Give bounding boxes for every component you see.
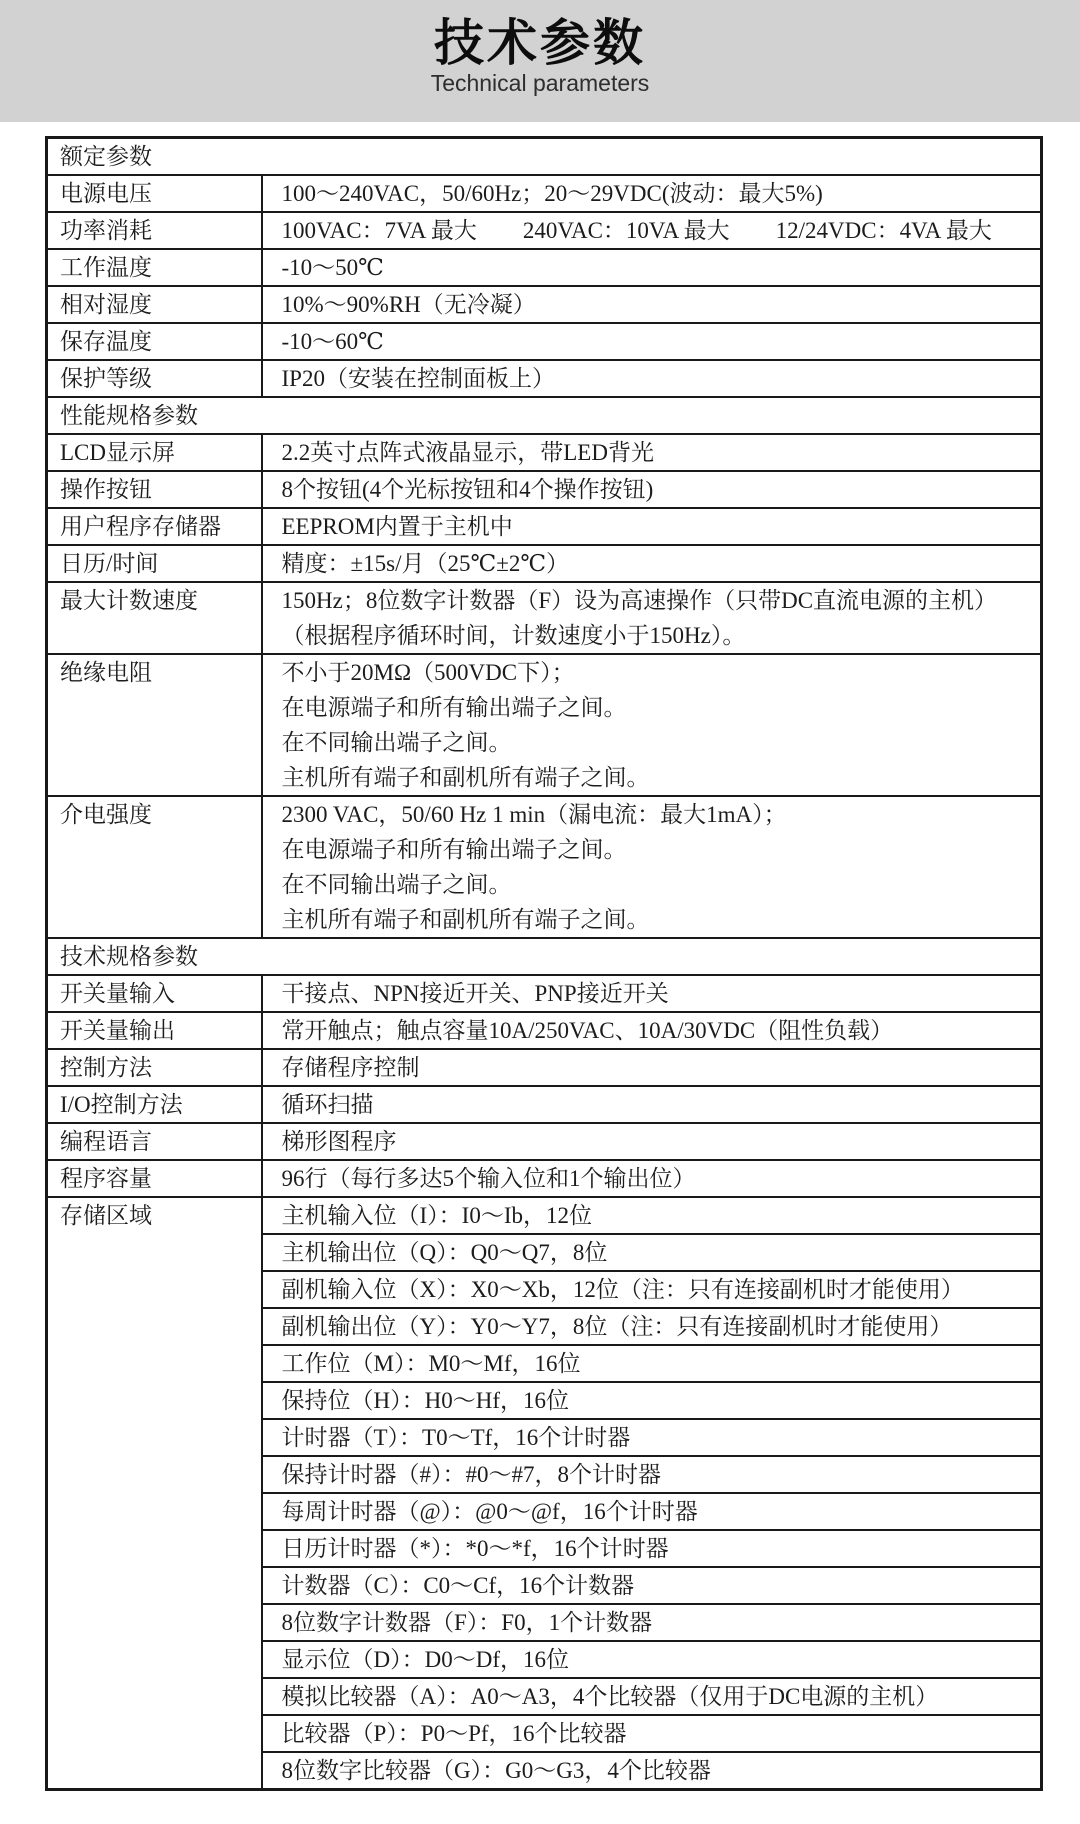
- value-line: 主机所有端子和副机所有端子之间。: [281, 907, 650, 932]
- table-row: [47, 471, 1042, 508]
- subrow-value: 模拟比较器（A）：A0～A3，4个比较器（仅用于DC电源的主机）: [262, 1678, 1042, 1715]
- subrow-value: 每周计时器（@）：@0～@f，16个计时器: [262, 1493, 1042, 1530]
- table-row: [47, 545, 1042, 582]
- group-label: 存储区域: [47, 1197, 262, 1790]
- section-header-label: 额定参数: [47, 138, 1042, 176]
- row-value: [262, 1086, 1042, 1123]
- row-label: 编程语言: [47, 1123, 262, 1160]
- row-value: [262, 975, 1042, 1012]
- value-line: 循环扫描: [281, 1092, 374, 1117]
- row-value: [262, 654, 1042, 796]
- value-line: 100VAC：7VA 最大 240VAC：10VA 最大 12/24VDC：4VA 最大: [281, 218, 992, 243]
- row-label: 最大计数速度: [47, 582, 262, 654]
- row-value: [262, 323, 1042, 360]
- table-row: [47, 1160, 1042, 1197]
- value-line: 100～240VAC，50/60Hz；20～29VDC(波动：最大5%): [281, 181, 823, 206]
- section-header-row: [47, 138, 1042, 176]
- value-line: 96行（每行多达5个输入位和1个输出位）: [281, 1166, 696, 1191]
- row-value: [262, 1012, 1042, 1049]
- value-line: 干接点、NPN接近开关、PNP接近开关: [281, 981, 669, 1006]
- row-value: [262, 434, 1042, 471]
- table-row: [47, 434, 1042, 471]
- row-value: [262, 360, 1042, 397]
- value-line: -10～50℃: [281, 255, 384, 280]
- row-value: [262, 796, 1042, 938]
- row-label: 相对湿度: [47, 286, 262, 323]
- section-header-row: [47, 938, 1042, 975]
- section-header-row: [47, 397, 1042, 434]
- row-value: [262, 249, 1042, 286]
- row-label: 程序容量: [47, 1160, 262, 1197]
- table-row: [47, 360, 1042, 397]
- row-label: 功率消耗: [47, 212, 262, 249]
- value-line: IP20（安装在控制面板上）: [281, 366, 555, 391]
- row-label: 用户程序存储器: [47, 508, 262, 545]
- table-row: [47, 582, 1042, 654]
- section-header-label: 技术规格参数: [47, 938, 1042, 975]
- value-line: 不小于20MΩ（500VDC下）；: [281, 660, 575, 685]
- subrow-value: 副机输出位（Y）：Y0～Y7，8位（注：只有连接副机时才能使用）: [262, 1308, 1042, 1345]
- table-row: [47, 796, 1042, 938]
- table-row: [47, 975, 1042, 1012]
- group-subrow: [47, 1197, 1042, 1234]
- row-value: [262, 286, 1042, 323]
- table-row: [47, 212, 1042, 249]
- value-line: 在电源端子和所有输出端子之间。: [281, 695, 627, 720]
- value-line: 在电源端子和所有输出端子之间。: [281, 837, 627, 862]
- parameters-table: [45, 136, 1043, 1791]
- value-line: 2300 VAC，50/60 Hz 1 min（漏电流：最大1mA）；: [281, 802, 787, 827]
- table-row: [47, 175, 1042, 212]
- page-subtitle: Technical parameters: [430, 70, 650, 96]
- row-value: [262, 508, 1042, 545]
- value-line: 精度：±15s/月（25℃±2℃）: [281, 551, 570, 576]
- row-label: 开关量输入: [47, 975, 262, 1012]
- value-line: 在不同输出端子之间。: [281, 730, 512, 755]
- subrow-value: 保持位（H）：H0～Hf，16位: [262, 1382, 1042, 1419]
- row-value: [262, 1123, 1042, 1160]
- table-row: [47, 1123, 1042, 1160]
- row-label: 开关量输出: [47, 1012, 262, 1049]
- table-row: [47, 654, 1042, 796]
- row-value: [262, 1049, 1042, 1086]
- row-label: 控制方法: [47, 1049, 262, 1086]
- page-title: 技术参数: [434, 15, 646, 71]
- value-line: 10%～90%RH（无冷凝）: [281, 292, 536, 317]
- row-value: [262, 175, 1042, 212]
- subrow-value: 计时器（T）：T0～Tf，16个计时器: [262, 1419, 1042, 1456]
- row-label: 工作温度: [47, 249, 262, 286]
- row-label: 保存温度: [47, 323, 262, 360]
- row-label: 绝缘电阻: [47, 654, 262, 796]
- row-value: [262, 582, 1042, 654]
- value-line: 150Hz；8位数字计数器（F）设为高速操作（只带DC直流电源的主机）: [281, 588, 998, 613]
- row-label: 电源电压: [47, 175, 262, 212]
- value-line: -10～60℃: [281, 329, 384, 354]
- page-header: [0, 0, 1080, 122]
- row-value: [262, 545, 1042, 582]
- subrow-value: 主机输出位（Q）：Q0～Q7，8位: [262, 1234, 1042, 1271]
- row-label: 介电强度: [47, 796, 262, 938]
- subrow-value: 主机输入位（I）：I0～Ib，12位: [262, 1197, 1042, 1234]
- subrow-value: 显示位（D）：D0～Df，16位: [262, 1641, 1042, 1678]
- value-line: 常开触点；触点容量10A/250VAC、10A/30VDC（阻性负载）: [281, 1018, 894, 1043]
- value-line: 在不同输出端子之间。: [281, 872, 512, 897]
- content: [0, 136, 1080, 1791]
- table-row: [47, 286, 1042, 323]
- subrow-value: 比较器（P）：P0～Pf，16个比较器: [262, 1715, 1042, 1752]
- value-line: 8个按钮(4个光标按钮和4个操作按钮): [281, 477, 654, 502]
- subrow-value: 日历计时器（*）：*0～*f，16个计时器: [262, 1530, 1042, 1567]
- table-row: [47, 508, 1042, 545]
- row-label: I/O控制方法: [47, 1086, 262, 1123]
- table-row: [47, 1086, 1042, 1123]
- table-row: [47, 323, 1042, 360]
- subrow-value: 保持计时器（#）：#0～#7，8个计时器: [262, 1456, 1042, 1493]
- row-value: [262, 471, 1042, 508]
- row-value: [262, 1160, 1042, 1197]
- row-label: 操作按钮: [47, 471, 262, 508]
- subrow-value: 工作位（M）：M0～Mf，16位: [262, 1345, 1042, 1382]
- subrow-value: 8位数字计数器（F）：F0，1个计数器: [262, 1604, 1042, 1641]
- table-row: [47, 249, 1042, 286]
- table-row: [47, 1012, 1042, 1049]
- subrow-value: 8位数字比较器（G）：G0～G3，4个比较器: [262, 1752, 1042, 1790]
- row-label: 日历/时间: [47, 545, 262, 582]
- subrow-value: 副机输入位（X）：X0～Xb，12位（注：只有连接副机时才能使用）: [262, 1271, 1042, 1308]
- row-value: [262, 212, 1042, 249]
- value-line: EEPROM内置于主机中: [281, 514, 513, 539]
- value-line: 存储程序控制: [281, 1055, 420, 1080]
- section-header-label: 性能规格参数: [47, 397, 1042, 434]
- value-line: 主机所有端子和副机所有端子之间。: [281, 765, 650, 790]
- parameters-table-body: [47, 138, 1042, 1790]
- row-label: 保护等级: [47, 360, 262, 397]
- value-line: 梯形图程序: [281, 1129, 397, 1154]
- table-row: [47, 1049, 1042, 1086]
- row-label: LCD显示屏: [47, 434, 262, 471]
- value-line: （根据程序循环时间，计数速度小于150Hz）。: [281, 623, 746, 648]
- subrow-value: 计数器（C）：C0～Cf，16个计数器: [262, 1567, 1042, 1604]
- value-line: 2.2英寸点阵式液晶显示，带LED背光: [281, 440, 654, 465]
